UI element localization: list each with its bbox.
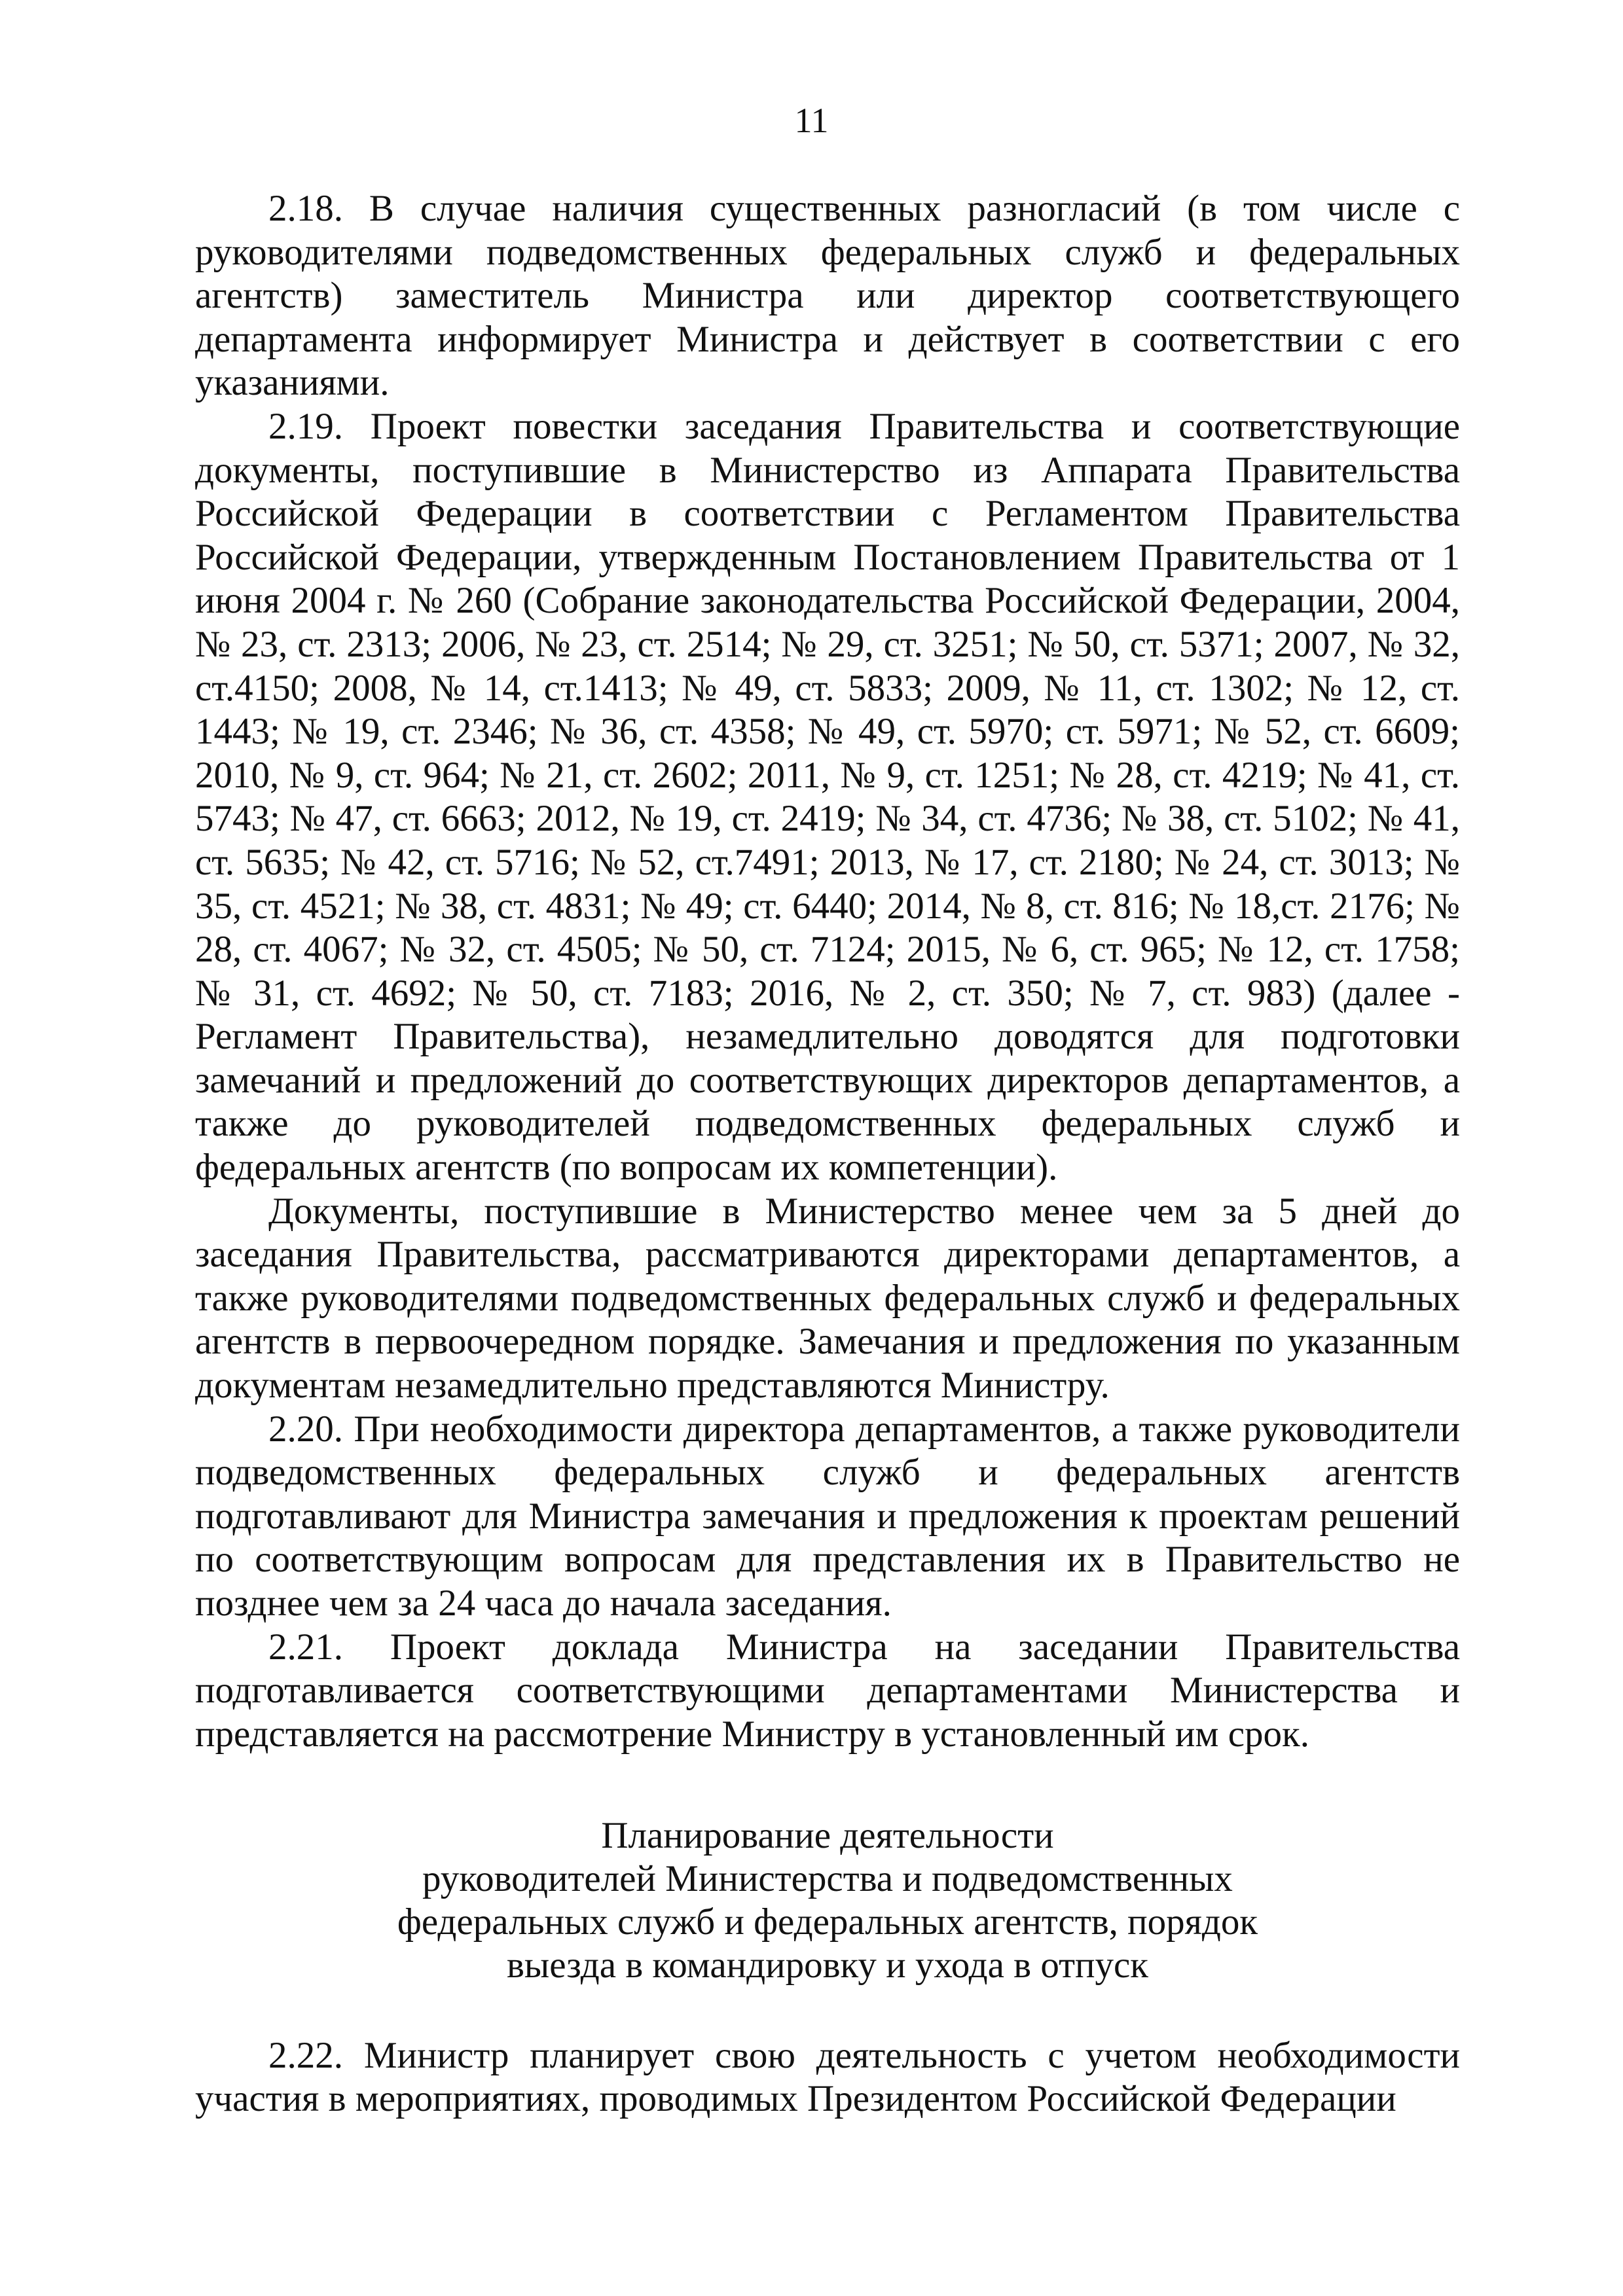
paragraph-2-22: 2.22. Министр планирует свою деятельность с учетом необходимости участия в мероприятиях, проводимых Президентом Российской Федерации [195, 2035, 1460, 2119]
paragraph-2-20: 2.20. При необходимости директора департаментов, а также руководители подведомственных федеральных служб и федеральных агентств подготавливают для Министра замечания и предложения к проектам решений по соответствующим вопросам для представления их в Правительство не позднее чем за 24 часа до начала заседания. [195, 1408, 1460, 1624]
section-heading-line: федеральных служб и федеральных агентств, порядок [397, 1901, 1258, 1943]
paragraph-2-18: 2.18. В случае наличия существенных разногласий (в том числе с руководителями подведомственных федеральных служб и федеральных агентств) заместитель Министра или директор соответствующего департамента информирует Министра и действует в соответствии с его указаниями. [195, 188, 1460, 404]
section-heading [195, 1814, 1460, 1987]
section-heading-line: Планирование деятельности [601, 1815, 1054, 1856]
section-heading-line: выезда в командировку и ухода в отпуск [507, 1945, 1148, 1986]
body-text-continued [195, 2034, 1460, 2121]
page-number: 11 [794, 101, 829, 140]
paragraph-2-21: 2.21. Проект доклада Министра на заседании Правительства подготавливается соответствующими департаментами Министерства и представляется на рассмотрение Министру в установленный им срок. [195, 1626, 1460, 1755]
body-text [195, 187, 1460, 1756]
section-heading-line: руководителей Министерства и подведомственных [422, 1858, 1233, 1899]
paragraph-2-19-documents: Документы, поступившие в Министерство менее чем за 5 дней до заседания Правительства, рассматриваются директорами департаментов, а также руководителями подведомственных федеральных служб и федеральных агентств в первоочередном порядке. Замечания и предложения по указанным документам незамедлительно представляются Министру. [195, 1190, 1460, 1407]
paragraph-2-19: 2.19. Проект повестки заседания Правительства и соответствующие документы, поступившие в Министерство из Аппарата Правительства Российской Федерации в соответствии с Регламентом Правительства Российской Федерации, утвержденным Постановлением Правительства от 1 июня 2004 г. № 260 (Собрание законодательства Российской Федерации, 2004, № 23, ст. 2313; 2006, № 23, ст. 2514; № 29, ст. 3251; № 50, ст. 5371; 2007, № 32, ст.4150; 2008, № 14, ст.1413; № 49, ст. 5833; 2009, № 11, ст. 1302; № 12, ст. 1443; № 19, ст. 2346; № 36, ст. 4358; № 49, ст. 5970; ст. 5971; № 52, ст. 6609; 2010, № 9, ст. 964; № 21, ст. 2602; 2011, № 9, ст. 1251; № 28, ст. 4219; № 41, ст. 5743; № 47, ст. 6663; 2012, № 19, ст. 2419; № 34, ст. 4736; № 38, ст. 5102; № 41, ст. 5635; № 42, ст. 5716; № 52, ст.7491; 2013, № 17, ст. 2180; № 24, ст. 3013; № 35, ст. 4521; № 38, ст. 4831; № 49; ст. 6440; 2014, № 8, ст. 816; № 18,ст. 2176; № 28, ст. 4067; № 32, ст. 4505; № 50, ст. 7124; 2015, № 6, ст. 965; № 12, ст. 1758; № 31, ст. 4692; № 50, ст. 7183; 2016, № 2, ст. 350; № 7, ст. 983) (далее - Регламент Правительства), незамедлительно доводятся для подготовки замечаний и предложений до соответствующих директоров департаментов, а также до руководителей подведомственных федеральных служб и федеральных агентств (по вопросам их компетенции). [195, 405, 1460, 1189]
